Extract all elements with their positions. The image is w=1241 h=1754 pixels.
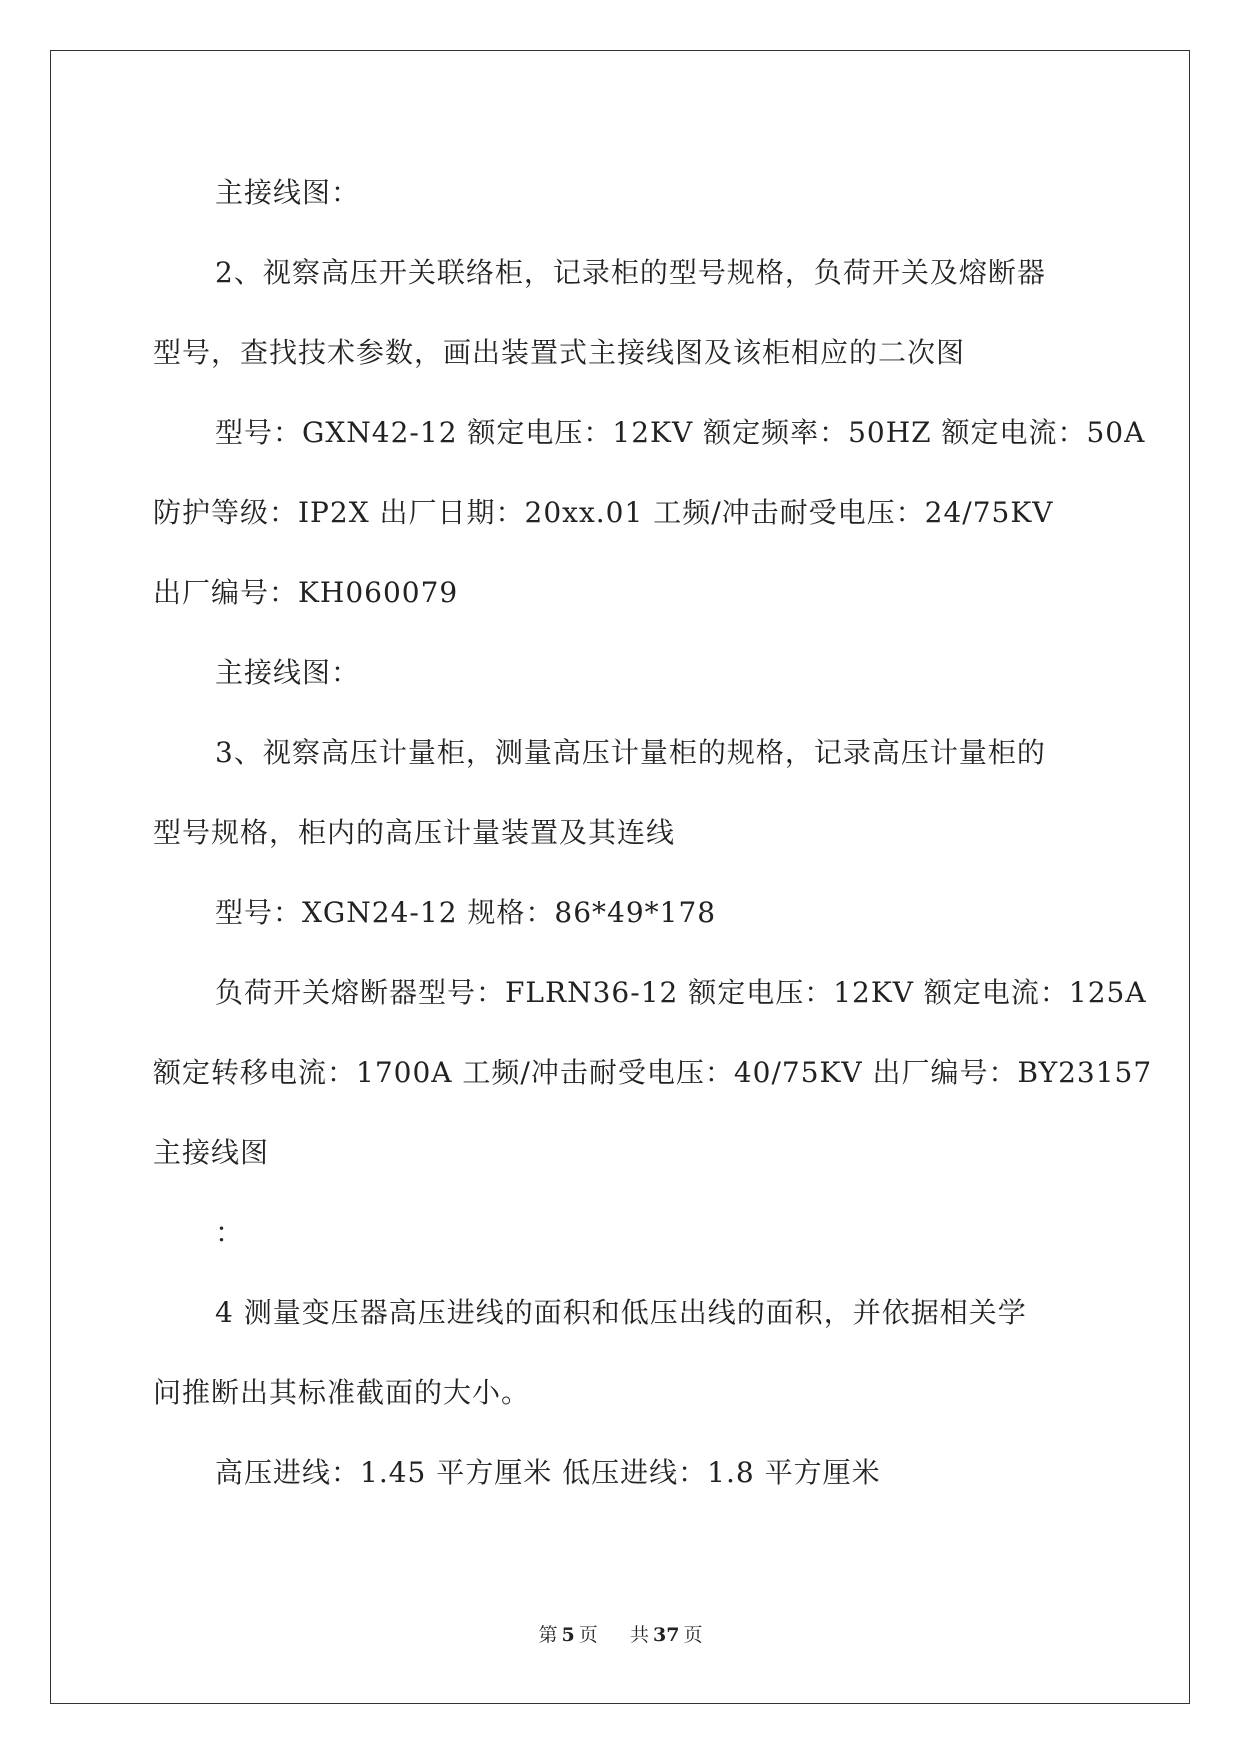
text-line: 主接线图： (215, 656, 361, 689)
footer-page-unit: 页 (578, 1624, 598, 1646)
text-line: 负荷开关熔断器型号：FLRN36-12 额定电压：12KV 额定电流：125A (215, 976, 1147, 1009)
text-line: 2、视察高压开关联络柜，记录柜的型号规格，负荷开关及熔断器 (215, 256, 1046, 289)
text-line: 问推断出其标准截面的大小。 (153, 1376, 531, 1409)
text-line: 主接线图 (153, 1136, 270, 1169)
text-line: 出厂编号：KH060079 (153, 576, 459, 609)
text-line: 型号，查找技术参数，画出装置式主接线图及该柜相应的二次图 (153, 336, 966, 369)
text-line: 型号：XGN24-12 规格：86*49*178 (215, 896, 717, 929)
footer-prefix: 第 (538, 1624, 558, 1646)
footer-total-pages: 37 (652, 1624, 680, 1646)
text-line: ： (215, 1216, 245, 1249)
footer-page-number: 5 (561, 1624, 575, 1646)
text-line: 型号：GXN42-12 额定电压：12KV 额定频率：50HZ 额定电流：50A (215, 416, 1146, 449)
footer-total-unit: 页 (683, 1624, 703, 1646)
text-line: 额定转移电流：1700A 工频/冲击耐受电压：40/75KV 出厂编号：BY23157 (153, 1056, 1153, 1089)
footer-total-prefix: 共 (629, 1624, 649, 1646)
text-line: 4 测量变压器高压进线的面积和低压出线的面积，并依据相关学 (215, 1296, 1027, 1329)
text-line: 主接线图： (215, 176, 361, 209)
text-line: 型号规格，柜内的高压计量装置及其连线 (153, 816, 676, 849)
text-line: 3、视察高压计量柜，测量高压计量柜的规格，记录高压计量柜的 (215, 736, 1046, 769)
text-line: 高压进线：1.45 平方厘米 低压进线：1.8 平方厘米 (215, 1456, 881, 1489)
page-footer (0, 1620, 1241, 1647)
text-line: 防护等级：IP2X 出厂日期：20xx.01 工频/冲击耐受电压：24/75KV (153, 496, 1054, 529)
